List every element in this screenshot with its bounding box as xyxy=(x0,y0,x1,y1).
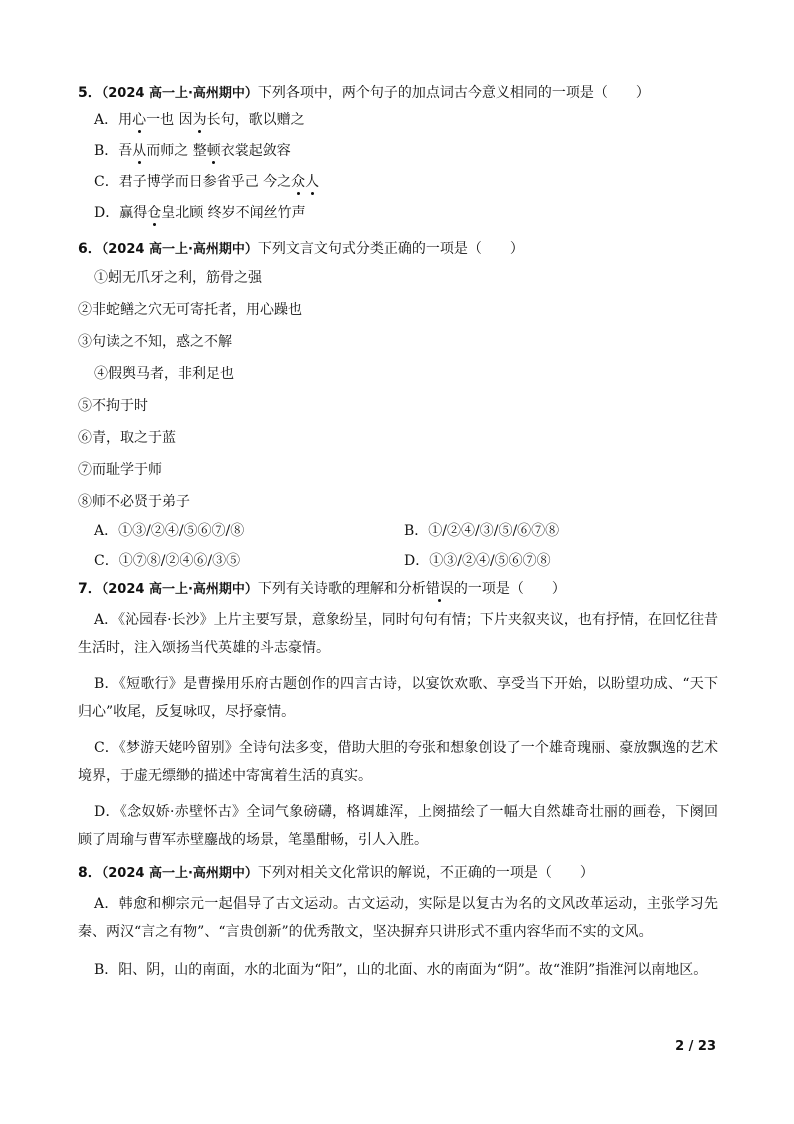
question-6-option-c: C．①⑦⑧/②④⑥/③⑤ xyxy=(94,553,241,569)
sentence-item: ⑧师不必贤于弟子 xyxy=(78,494,190,510)
question-8-option-b: B．阳、阴，山的南面，水的北面为“阳”，山的北面、水的南面为“阴”。故“淮阴”指淮河以南地区。 xyxy=(94,962,708,978)
question-7-option-c: C．《梦游天姥吟留别》全诗句法多变，借助大胆的夸张和想象创设了一个雄奇瑰丽、豪放飘逸的艺术境界，于虚无缥缈的描述中寄寓着生活的真实。 xyxy=(78,740,719,784)
question-source: （2024 高一上·高州期中） xyxy=(101,582,258,597)
question-source: （2024 高一上·高州期中） xyxy=(101,86,258,101)
sentence-item: ②非蛇鳝之穴无可寄托者，用心躁也 xyxy=(78,302,302,318)
question-6-option-d: D．①③/②④/⑤⑥⑦⑧ xyxy=(404,553,551,569)
sentence-item: ⑥青，取之于蓝 xyxy=(78,430,176,446)
page-number: 2 / 23 xyxy=(675,1039,716,1054)
sentence-item: ③句读之不知，惑之不解 xyxy=(78,334,232,350)
question-7-option-d: D．《念奴娇·赤壁怀古》全词气象磅礴，格调雄浑，上阕描绘了一幅大自然雄奇壮丽的画卷，下阕回顾了周瑜与曹军赤壁鏖战的场景，笔墨酣畅，引人入胜。 xyxy=(78,804,718,848)
question-6-stem xyxy=(78,238,718,258)
sentence-item: ⑤不拘于时 xyxy=(78,398,148,414)
question-text: 下列各项中，两个句子的加点词古今意义相同的一项是（ ） xyxy=(257,85,650,101)
question-number: 7． xyxy=(78,581,102,597)
question-source: （2024 高一上·高州期中） xyxy=(101,866,258,881)
sentence-item: ①蚓无爪牙之利，筋骨之强 xyxy=(94,270,262,286)
question-5-option-c: C．君子博学而日参省乎己 今之众人 xyxy=(94,171,319,191)
sentence-item: ⑦而耻学于师 xyxy=(78,462,162,478)
question-8-option-a: A．韩愈和柳宗元一起倡导了古文运动。古文运动，实际是以复古为名的文风改革运动，主张学习先秦、两汉“言之有物”、“言贵创新”的优秀散文，坚决摒弃只讲形式不重内容华而不实的文风。 xyxy=(78,896,718,940)
question-5-option-a: A．用心一也 因为长句，歌以赠之 xyxy=(94,109,305,129)
question-text: 的一项是（ ） xyxy=(453,581,566,597)
question-text: 下列有关诗歌的理解和分析 xyxy=(257,581,426,597)
question-number: 6． xyxy=(78,241,102,257)
question-number: 8． xyxy=(78,865,102,881)
question-8-stem xyxy=(78,862,718,882)
question-7-option-b: B．《短歌行》是曹操用乐府古题创作的四言古诗，以宴饮欢歌、享受当下开始，以盼望功成、“天下归心”收尾，反复咏叹，尽抒豪情。 xyxy=(78,676,719,720)
question-7-stem xyxy=(78,578,718,598)
question-7-option-a: A．《沁园春·长沙》上片主要写景，意象纷呈，同时句句有情；下片夹叙夹议，也有抒情，在回忆往昔生活时，注入颂扬当代英雄的斗志豪情。 xyxy=(78,612,718,656)
question-source: （2024 高一上·高州期中） xyxy=(101,242,258,257)
question-number: 5． xyxy=(78,85,102,101)
question-6-option-a: A．①③/②④/⑤⑥⑦/⑧ xyxy=(94,523,245,539)
sentence-item: ④假舆马者，非利足也 xyxy=(94,366,234,382)
question-text: 下列文言文句式分类正确的一项是（ ） xyxy=(257,241,524,257)
question-text: 下列对相关文化常识的解说，不正确的一项是（ ） xyxy=(257,865,594,881)
question-5-option-d: D．赢得仓皇北顾 终岁不闻丝竹声 xyxy=(94,202,306,222)
question-5-option-b: B．吾从而师之 整顿衣裳起敛容 xyxy=(94,140,291,160)
question-6-option-b: B．①/②④/③/⑤/⑥⑦⑧ xyxy=(404,523,560,539)
emphasis-word: 错误 xyxy=(426,578,454,598)
question-5-stem xyxy=(78,82,718,102)
